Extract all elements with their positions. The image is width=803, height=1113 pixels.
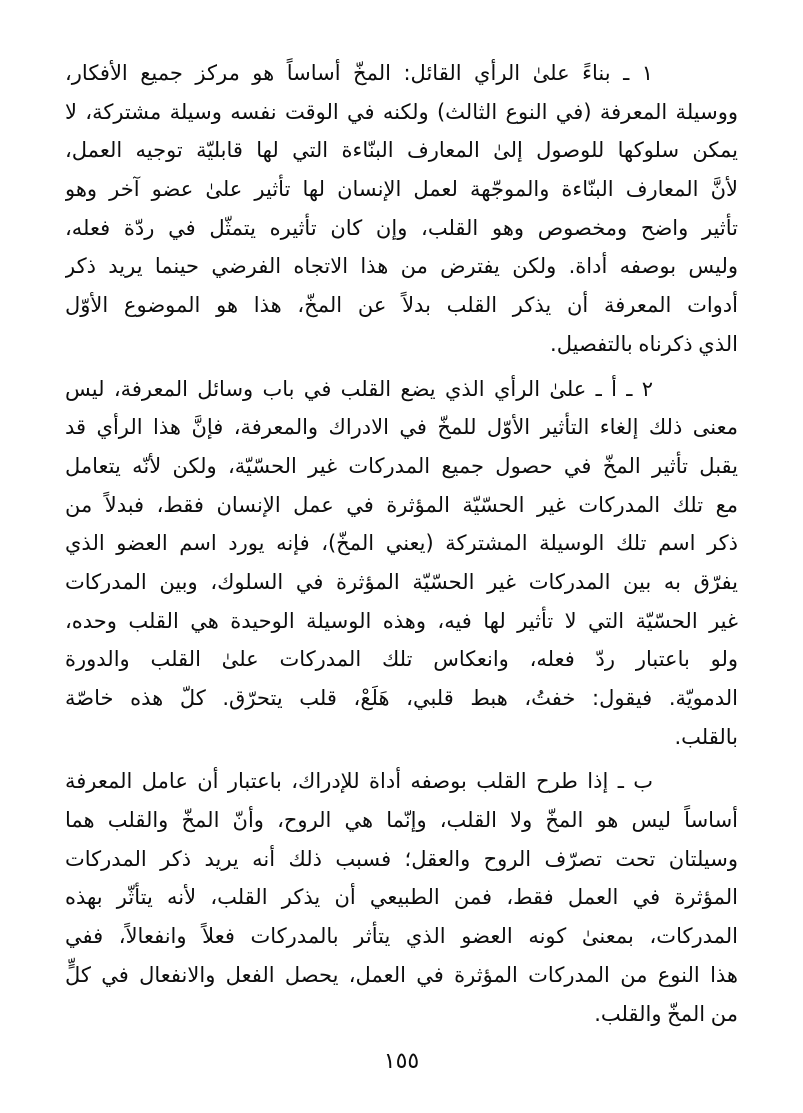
text-line: تأثير واضح ومخصوص وهو القلب، وإن كان تأثيره يتمثّل في ردّة فعله، [65, 215, 738, 240]
text-line: وليس بوصفه أداة. ولكن يفترض من هذا الاتجاه الفرضي حينما يريد ذكر [65, 254, 738, 279]
text-line: هذا النوع من المدركات المؤثرة في العمل، يحصل الفعل والانفعال في كلٍّ [65, 962, 738, 987]
text-line: ولو باعتبار ردّ فعله، وانعكاس تلك المدركات علىٰ القلب والدورة [65, 647, 738, 672]
text-line: أساساً ليس هو المخّ ولا القلب، وإنّما هي الروح، وأنّ المخّ والقلب هما [65, 808, 738, 833]
text-line: بالقلب. [674, 724, 738, 749]
text-line: معنى ذلك إلغاء التأثير الأوّل للمخّ في الادراك والمعرفة، فإنَّ هذا الرأي قد [65, 415, 738, 440]
text-line: أدوات المعرفة أن يذكر القلب بدلاً عن المخّ، هذا هو الموضوع الأوّل [65, 293, 738, 318]
page-text [65, 54, 738, 1033]
text-line: ب ـ إذا طرح القلب بوصفه أداة للإدراك، باعتبار أن عامل المعرفة [65, 769, 653, 794]
paragraph-1 [65, 54, 738, 364]
text-line: يمكن سلوكها للوصول إلىٰ المعارف البنّاءة التي لها قابليّة توجيه العمل، [65, 138, 738, 163]
text-line: المؤثرة في العمل فقط، فمن الطبيعي أن يذكر القلب، لأنه يتأثّر بهذه [65, 885, 738, 910]
text-line: مع تلك المدركات غير الحسّيّة المؤثرة في عمل الإنسان فقط، فبدلاً من [65, 492, 738, 517]
page-number: ١٥٥ [383, 1049, 420, 1075]
text-line: المدركات، بمعنىٰ كونه العضو الذي يتأثر بالمدركات فعلاً وانفعالاً، ففي [65, 924, 738, 949]
text-line: الدمويّة. فيقول: خفتُ، هبط قلبي، هَلَعْ، قلب يتحرّق. كلّ هذه خاصّة [65, 686, 738, 710]
text-line: لأنَّ المعارف البنّاءة والموجّهة لعمل الإنسان لها تأثير علىٰ عضو آخر وهو [65, 177, 738, 202]
paragraph-b [65, 762, 738, 1033]
text-line: الذي ذكرناه بالتفصيل. [550, 331, 738, 356]
text-line: غير الحسّيّة التي لا تأثير لها فيه، وهذه الوسيلة الوحيدة هي القلب وحده، [65, 608, 738, 633]
text-line: ١ ـ بناءً علىٰ الرأي القائل: المخّ أساساً هو مركز جميع الأفكار، [65, 61, 653, 85]
text-line: من المخّ والقلب. [594, 1001, 738, 1026]
text-line: ذكر اسم تلك الوسيلة المشتركة (يعني المخّ)، فإنه يورد اسم العضو الذي [65, 531, 738, 556]
paragraph-2-a [65, 370, 738, 757]
text-line: ٢ ـ أ ـ علىٰ الرأي الذي يضع القلب في باب وسائل المعرفة، ليس [65, 376, 653, 401]
text-line: يفرّق به بين المدركات غير الحسّيّة المؤثرة في السلوك، وبين المدركات [65, 569, 738, 594]
text-line: ووسيلة المعرفة (في النوع الثالث) ولكنه في الوقت نفسه وسيلة مشتركة، لا [65, 99, 738, 124]
text-line: وسيلتان تحت تصرّف الروح والعقل؛ فسبب ذلك أنه يريد ذكر المدركات [65, 846, 738, 871]
text-line: يقبل تأثير المخّ في حصول جميع المدركات غير الحسّيّة، ولكن لأنّه يتعامل [65, 453, 738, 478]
